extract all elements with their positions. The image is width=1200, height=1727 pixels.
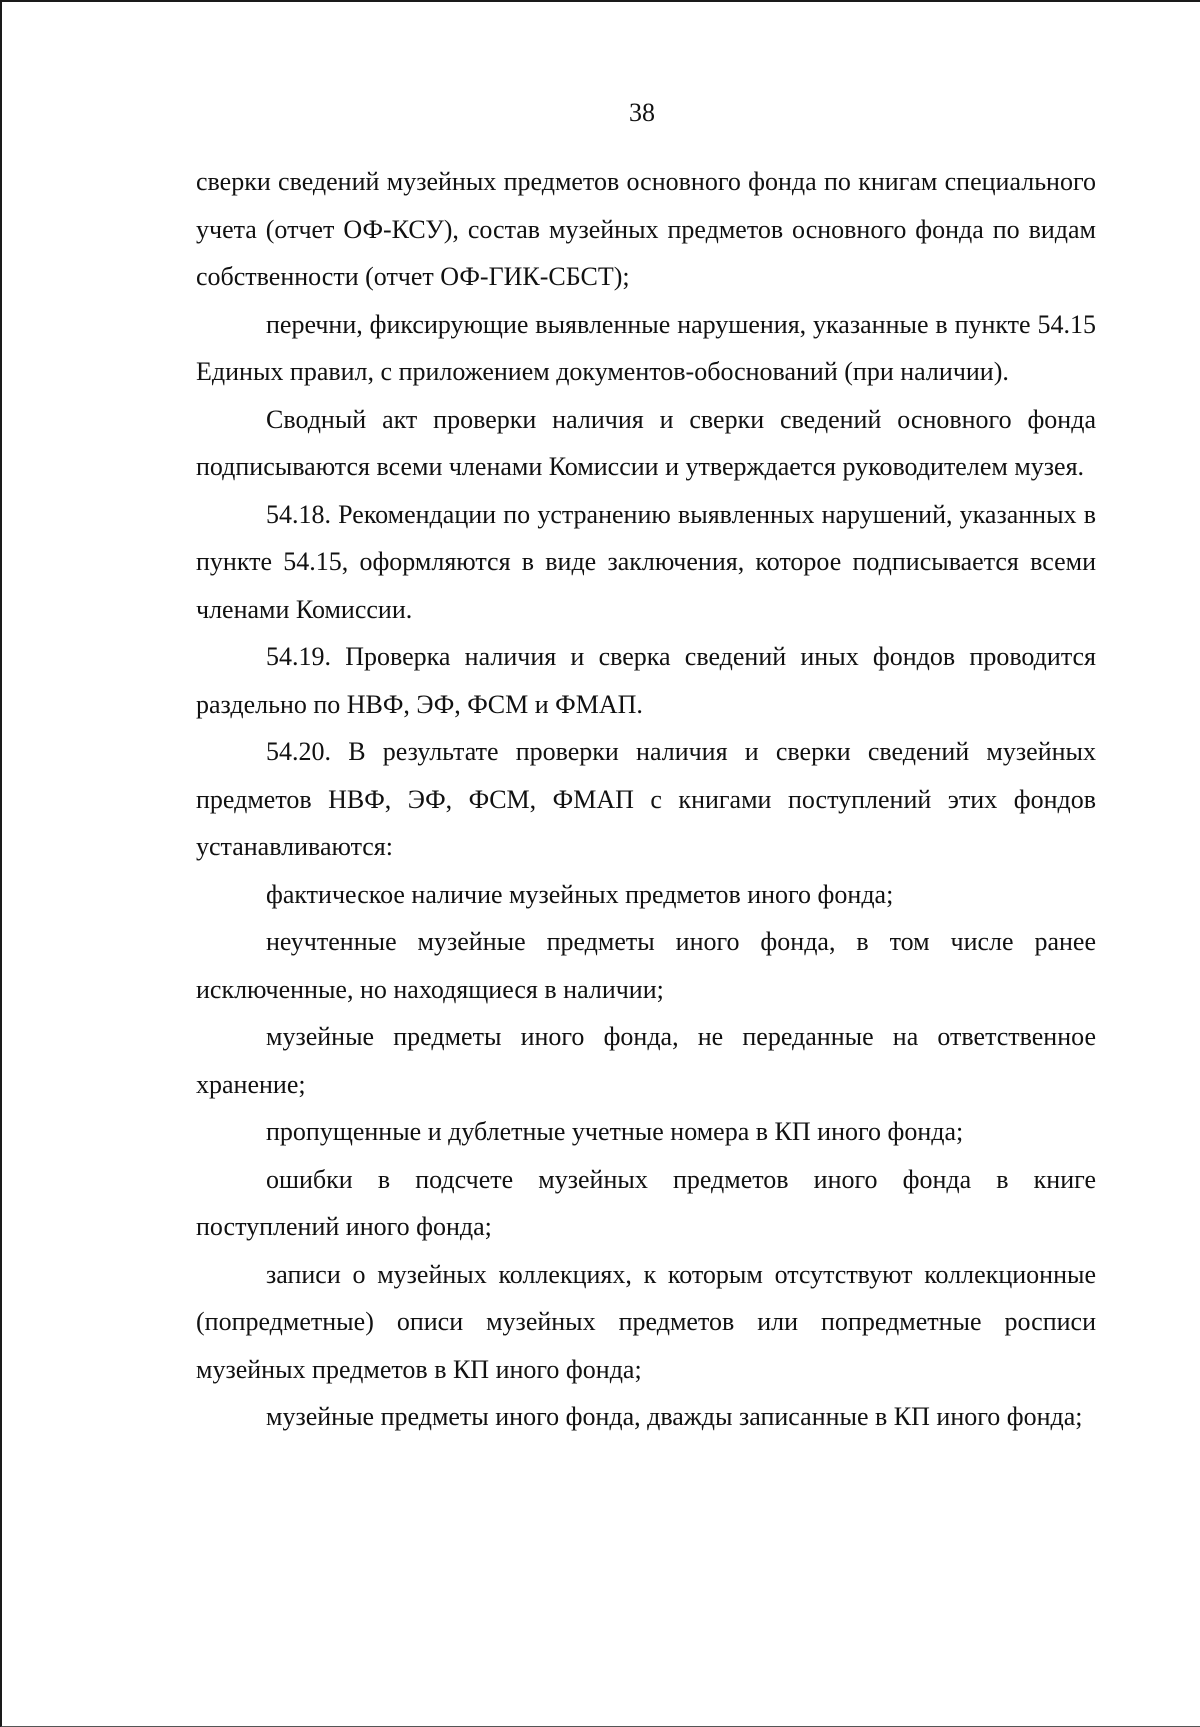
paragraph: Сводный акт проверки наличия и сверки сведений основного фонда подписываются всеми членами Комиссии и утверждается руководителем музея.	[196, 404, 1096, 481]
paragraph: музейные предметы иного фонда, дважды записанные в КП иного фонда;	[266, 1402, 1083, 1431]
page-number: 38	[629, 98, 655, 127]
paragraph: перечни, фиксирующие выявленные нарушения, указанные в пункте 54.15 Единых правил, с приложением документов-обоснований (при наличии).	[196, 309, 1096, 386]
paragraph: фактическое наличие музейных предметов иного фонда;	[266, 879, 894, 909]
paragraph: неучтенные музейные предметы иного фонда, в том числе ранее исключенные, но находящиеся в наличии;	[196, 927, 1096, 1004]
document-body	[196, 158, 1096, 1441]
paragraph: 54.18. Рекомендации по устранению выявленных нарушений, указанных в пункте 54.15, оформляются в виде заключения, которое подписывается всеми членами Комиссии.	[196, 499, 1096, 624]
paragraph: 54.20. В результате проверки наличия и сверки сведений музейных предметов НВФ, ЭФ, ФСМ, ФМАП с книгами поступлений этих фондов устанавливаются:	[196, 737, 1096, 861]
paragraph: музейные предметы иного фонда, не переданные на ответственное хранение;	[196, 1022, 1096, 1099]
paragraph: сверки сведений музейных предметов основного фонда по книгам специального учета (отчет ОФ-КСУ), состав музейных предметов основного фонда по видам собственности (отчет ОФ-ГИК-СБСТ);	[196, 167, 1096, 291]
paragraph: ошибки в подсчете музейных предметов иного фонда в книге поступлений иного фонда;	[196, 1164, 1096, 1241]
paragraph: записи о музейных коллекциях, к которым отсутствуют коллекционные (попредметные) описи музейных предметов или попредметные росписи музейных предметов в КП иного фонда;	[196, 1259, 1096, 1384]
paragraph: пропущенные и дублетные учетные номера в КП иного фонда;	[266, 1117, 964, 1146]
paragraph: 54.19. Проверка наличия и сверка сведений иных фондов проводится раздельно по НВФ, ЭФ, ФСМ и ФМАП.	[196, 642, 1096, 719]
